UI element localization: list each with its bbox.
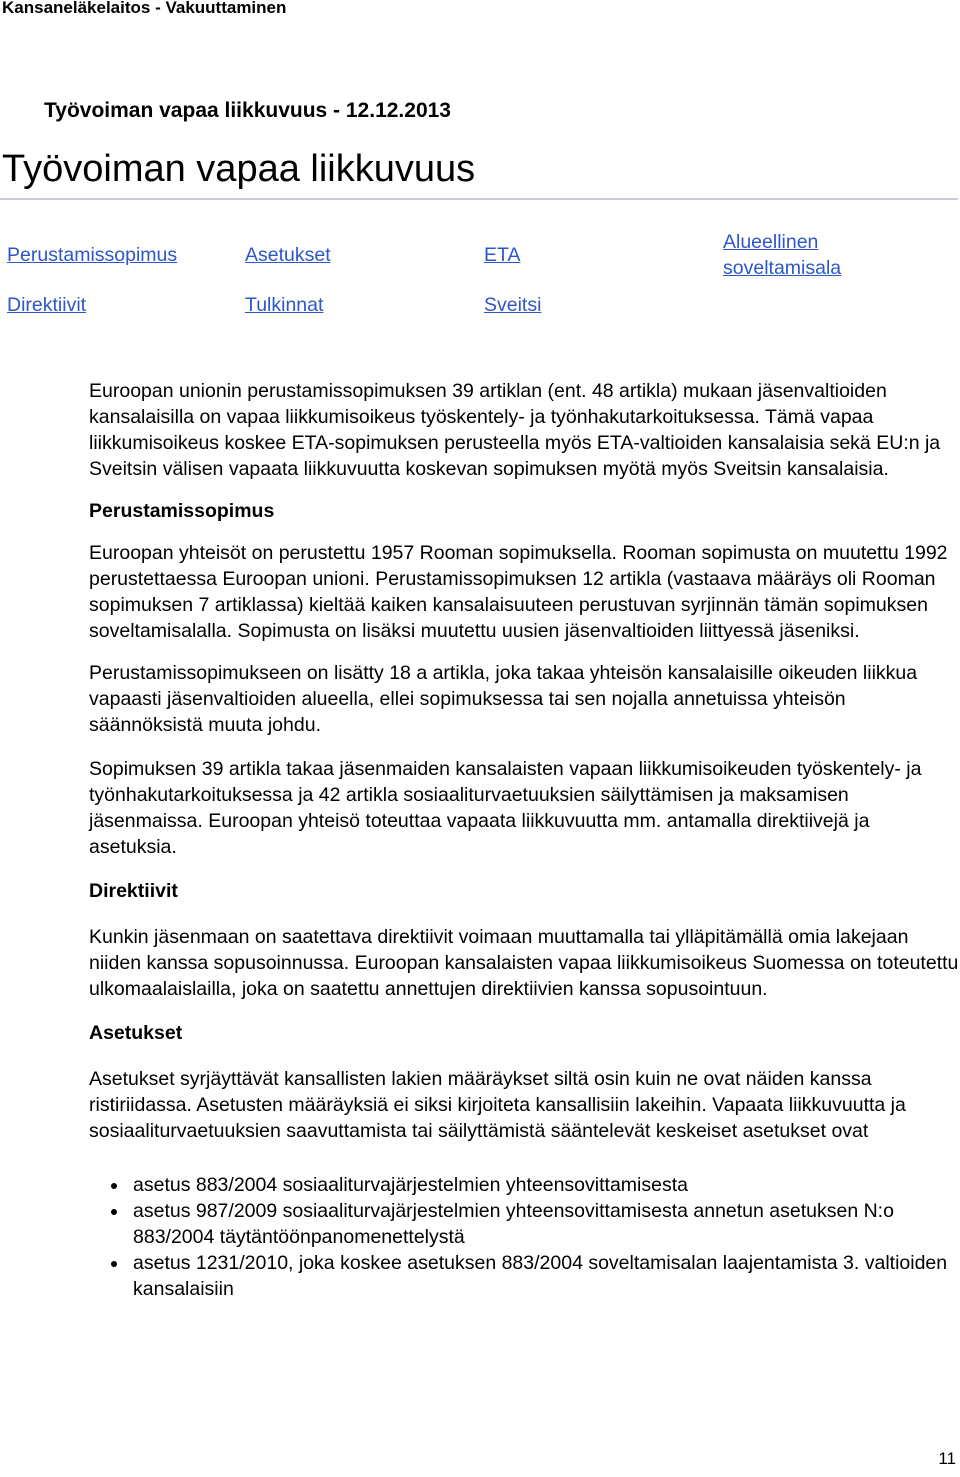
paragraph-39-artikla: Sopimuksen 39 artikla takaa jäsenmaiden kansalaisten vapaan liikkumisoikeuden työskentely- ja työnhakutarkoituksessa ja 42 artikla sosiaaliturvaetuuksien säilyttämisen ja maksamisen jäsenmaissa. Euroopan yhteisö toteuttaa vapaata liikkuvuutta mm. antamalla direktiivejä ja asetuksia. [89, 758, 922, 858]
list-item-text: asetus 883/2004 sosiaaliturvajärjestelmien yhteensovittamisesta [133, 1174, 688, 1196]
list-item [89, 1172, 959, 1198]
paragraph-18a-artikla: Perustamissopimukseen on lisätty 18 a artikla, joka takaa yhteisön kansalaisille oikeuden liikkua vapaasti jäsenvaltioiden alueella, ellei sopimuksessa tai sen nojalla annetuissa yhteisön säännöksistä muuta johdu. [89, 662, 918, 736]
page-number: 11 [938, 1449, 956, 1468]
paragraph-direktiivit: Kunkin jäsenmaan on saatettava direktiivit voimaan muuttamalla tai ylläpitämällä omia lakejaan niiden kanssa sopusoinnussa. Euroopan kansalaisten vapaa liikkumisoikeus Suomessa on toteutettu ulkomaalaislailla, joka on saatettu annettujen direktiivien kanssa sopusointuun. [89, 926, 959, 1000]
page-subtitle: Työvoiman vapaa liikkuvuus - 12.12.2013 [44, 99, 451, 122]
title-divider [0, 198, 958, 200]
main-content [89, 378, 959, 1302]
list-item [89, 1250, 959, 1302]
nav-link-sveitsi[interactable]: Sveitsi [484, 294, 542, 316]
nav-link-asetukset[interactable]: Asetukset [245, 244, 331, 266]
nav-link-tulkinnat[interactable]: Tulkinnat [245, 294, 324, 316]
intro-paragraph: Euroopan unionin perustamissopimuksen 39 artiklan (ent. 48 artikla) mukaan jäsenvaltioiden kansalaisilla on vapaa liikkumisoikeus työskentely- ja työnhakutarkoituksessa. Tämä vapaa liikkumisoikeus koskee ETA-sopimuksen perusteella myös ETA-valtioiden kansalaisia sekä EU:n ja Sveitsin välisen vapaata liikkuvuutta koskevan sopimuksen myötä myös Sveitsin kansalaisia. [89, 380, 941, 480]
list-item-text: asetus 987/2009 sosiaaliturvajärjestelmien yhteensovittamisesta annetun asetuksen N:o 883/2004 täytäntöönpanomenettelystä [133, 1200, 894, 1248]
nav-link-alueellinen-line1: Alueellinen [723, 231, 819, 253]
bullet-icon [111, 1261, 117, 1267]
paragraph-rooman-sopimus: Euroopan yhteisöt on perustettu 1957 Rooman sopimuksella. Rooman sopimusta on muutettu 1992 perustettaessa Euroopan unioni. Perustamissopimuksen 12 artikla (vastaava määräys oli Rooman sopimuksen 7 artiklassa) kieltää kaiken kansalaisuuteen perustuvan syrjinnän tämän sopimuksen soveltamisalalla. Sopimusta on lisäksi muutettu uusien jäsenvaltioiden liittyessä jäseniksi. [89, 542, 948, 642]
list-item [89, 1198, 959, 1250]
nav-link-eta[interactable]: ETA [484, 244, 521, 266]
heading-perustamissopimus: Perustamissopimus [89, 500, 275, 522]
heading-asetukset: Asetukset [89, 1022, 183, 1044]
paragraph-asetukset: Asetukset syrjäyttävät kansallisten lakien määräykset siltä osin kuin ne ovat näiden kanssa ristiriidassa. Asetusten määräyksiä ei siksi kirjoiteta kansallisiin lakeihin. Vapaata liikkuvuutta ja sosiaaliturvaetuuksien saavuttamista tai säilyttämistä sääntelevät keskeiset asetukset ovat [89, 1068, 906, 1142]
nav-link-alueellinen-soveltamisala[interactable] [723, 229, 841, 281]
list-item-text: asetus 1231/2010, joka koskee asetuksen 883/2004 soveltamisalan laajentamista 3. valtioiden kansalaisiin [133, 1252, 948, 1300]
nav-link-alueellinen-line2: soveltamisala [723, 257, 842, 279]
page-title: Työvoiman vapaa liikkuvuus [2, 148, 476, 190]
bullet-icon [111, 1183, 117, 1189]
heading-direktiivit: Direktiivit [89, 880, 178, 902]
site-title: Kansaneläkelaitos - Vakuuttaminen [2, 0, 287, 17]
nav-link-direktiivit[interactable]: Direktiivit [7, 294, 87, 316]
asetukset-list [89, 1172, 959, 1302]
nav-link-perustamissopimus[interactable]: Perustamissopimus [7, 244, 178, 266]
bullet-icon [111, 1209, 117, 1215]
